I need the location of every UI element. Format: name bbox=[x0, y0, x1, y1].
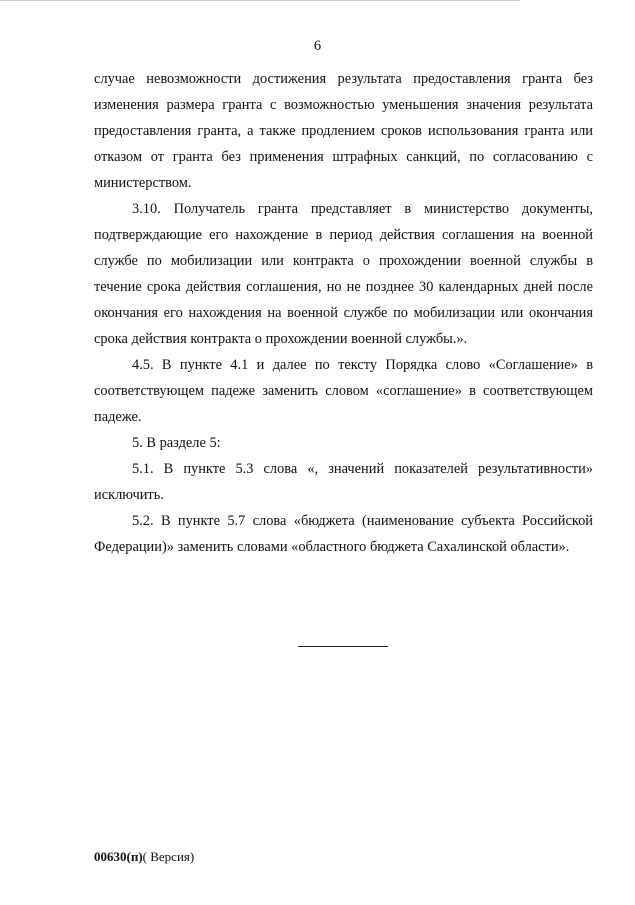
paragraph-5-2: 5.2. В пункте 5.7 слова «бюджета (наименование субъекта Российской Федерации)» заменить словами «областного бюджета Сахалинской области». bbox=[94, 513, 593, 555]
document-footer bbox=[94, 848, 194, 866]
end-divider-line bbox=[298, 646, 388, 647]
document-version: ( Версия) bbox=[142, 849, 195, 864]
paragraph-continuation: случае невозможности достижения результата предоставления гранта без изменения размера гранта с возможностью уменьшения значения результата предоставления гранта, а также продлением сроков использования гранта или отказом от гранта без применения штрафных санкций, по согласованию с министерством. bbox=[94, 71, 593, 191]
document-code: 00630(п) bbox=[94, 849, 143, 864]
page-number: 6 bbox=[313, 38, 322, 54]
document-body bbox=[94, 66, 593, 560]
paragraph-5-1: 5.1. В пункте 5.3 слова «, значений показателей результативности» исключить. bbox=[94, 461, 593, 503]
paragraph-3-10: 3.10. Получатель гранта представляет в министерство документы, подтверждающие его нахождение в период действия соглашения на военной службе по мобилизации или контракта о прохождении военной службы в течение срока действия соглашения, но не позднее 30 календарных дней после окончания его нахождения на военной службе по мобилизации или окончания срока действия контракта о прохождении военной службы.». bbox=[94, 201, 593, 347]
paragraph-4-5: 4.5. В пункте 4.1 и далее по тексту Порядка слово «Соглашение» в соответствующем падеже заменить словом «соглашение» в соответствующем падеже. bbox=[94, 357, 593, 425]
top-border-line bbox=[0, 0, 520, 1]
paragraph-5: 5. В разделе 5: bbox=[132, 435, 221, 451]
